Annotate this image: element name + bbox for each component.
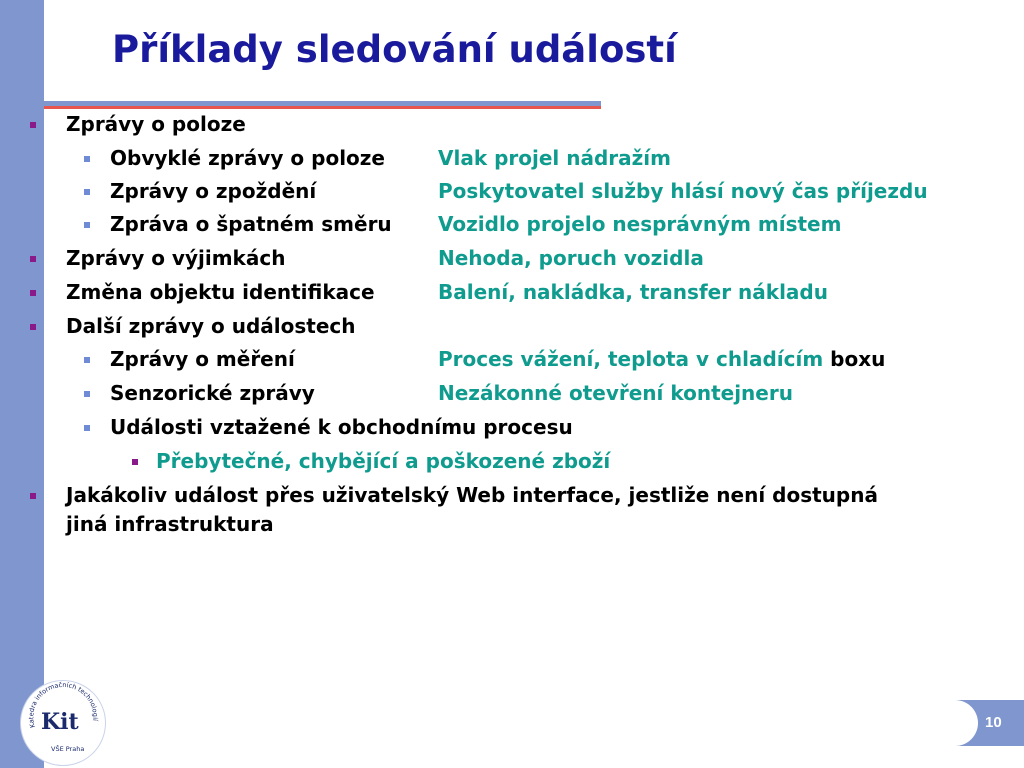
item-label: jiná infrastruktura: [66, 512, 274, 536]
list-item: [66, 112, 246, 136]
bullet-icon: [84, 357, 90, 363]
logo-arc-text: Katedra informačních technologií: [27, 681, 100, 729]
kit-logo: [20, 680, 106, 766]
list-item: [66, 280, 375, 304]
bullet-icon: [30, 324, 36, 330]
item-label: Zprávy o měření: [110, 347, 295, 371]
list-item: [110, 146, 385, 170]
item-label: Události vztažené k obchodnímu procesu: [110, 415, 573, 439]
bullet-icon: [84, 222, 90, 228]
logo-arc-graphic: [21, 681, 105, 765]
item-description: Vozidlo projelo nesprávným místem: [438, 212, 842, 236]
bullet-icon: [84, 189, 90, 195]
list-item: [110, 212, 392, 236]
item-label: Jakákoliv událost přes uživatelský Web interface, jestliže není dostupná: [66, 483, 878, 507]
item-description: [438, 347, 885, 371]
item-label: Obvyklé zprávy o poloze: [110, 146, 385, 170]
list-item: [66, 483, 878, 507]
item-description: Nehoda, poruch vozidla: [438, 246, 704, 270]
list-item: [66, 314, 356, 338]
left-decor-bar: [0, 0, 44, 768]
list-item: [110, 347, 295, 371]
item-label: Další zprávy o událostech: [66, 314, 356, 338]
bullet-icon: [30, 290, 36, 296]
item-label: Změna objektu identifikace: [66, 280, 375, 304]
bullet-icon: [30, 256, 36, 262]
bullet-icon: [30, 122, 36, 128]
item-description-text: Proces vážení, teplota v chladícím: [438, 347, 824, 371]
item-description: Balení, nakládka, transfer nákladu: [438, 280, 828, 304]
page-number: 10: [985, 714, 1002, 731]
bullet-icon: [84, 391, 90, 397]
item-label: Zprávy o poloze: [66, 112, 246, 136]
slide-title: Příklady sledování událostí: [112, 28, 677, 71]
item-label: Zprávy o zpoždění: [110, 179, 317, 203]
item-label: Přebytečné, chybějící a poškozené zboží: [156, 449, 611, 473]
title-rule-red: [44, 106, 601, 109]
item-label: Senzorické zprávy: [110, 381, 315, 405]
list-item: [110, 381, 315, 405]
item-description: Nezákonné otevření kontejneru: [438, 381, 793, 405]
logo-text: Kit: [41, 709, 79, 735]
list-item: [110, 179, 316, 203]
svg-text:Katedra informačních technolog: [27, 681, 99, 729]
item-description-suffix: boxu: [830, 347, 886, 371]
list-item-continuation: [66, 512, 274, 536]
bullet-icon: [132, 459, 138, 465]
logo-bottom-text: VŠE Praha: [51, 745, 85, 753]
item-description: Vlak projel nádražím: [438, 146, 671, 170]
item-label: Zpráva o špatném směru: [110, 212, 392, 236]
bullet-icon: [30, 493, 36, 499]
list-item: [110, 415, 573, 439]
item-label: Zprávy o výjimkách: [66, 246, 286, 270]
list-item: [156, 449, 610, 473]
list-item: [66, 246, 285, 270]
bullet-icon: [84, 156, 90, 162]
item-description: Poskytovatel služby hlásí nový čas příjezdu: [438, 179, 928, 203]
bullet-icon: [84, 425, 90, 431]
